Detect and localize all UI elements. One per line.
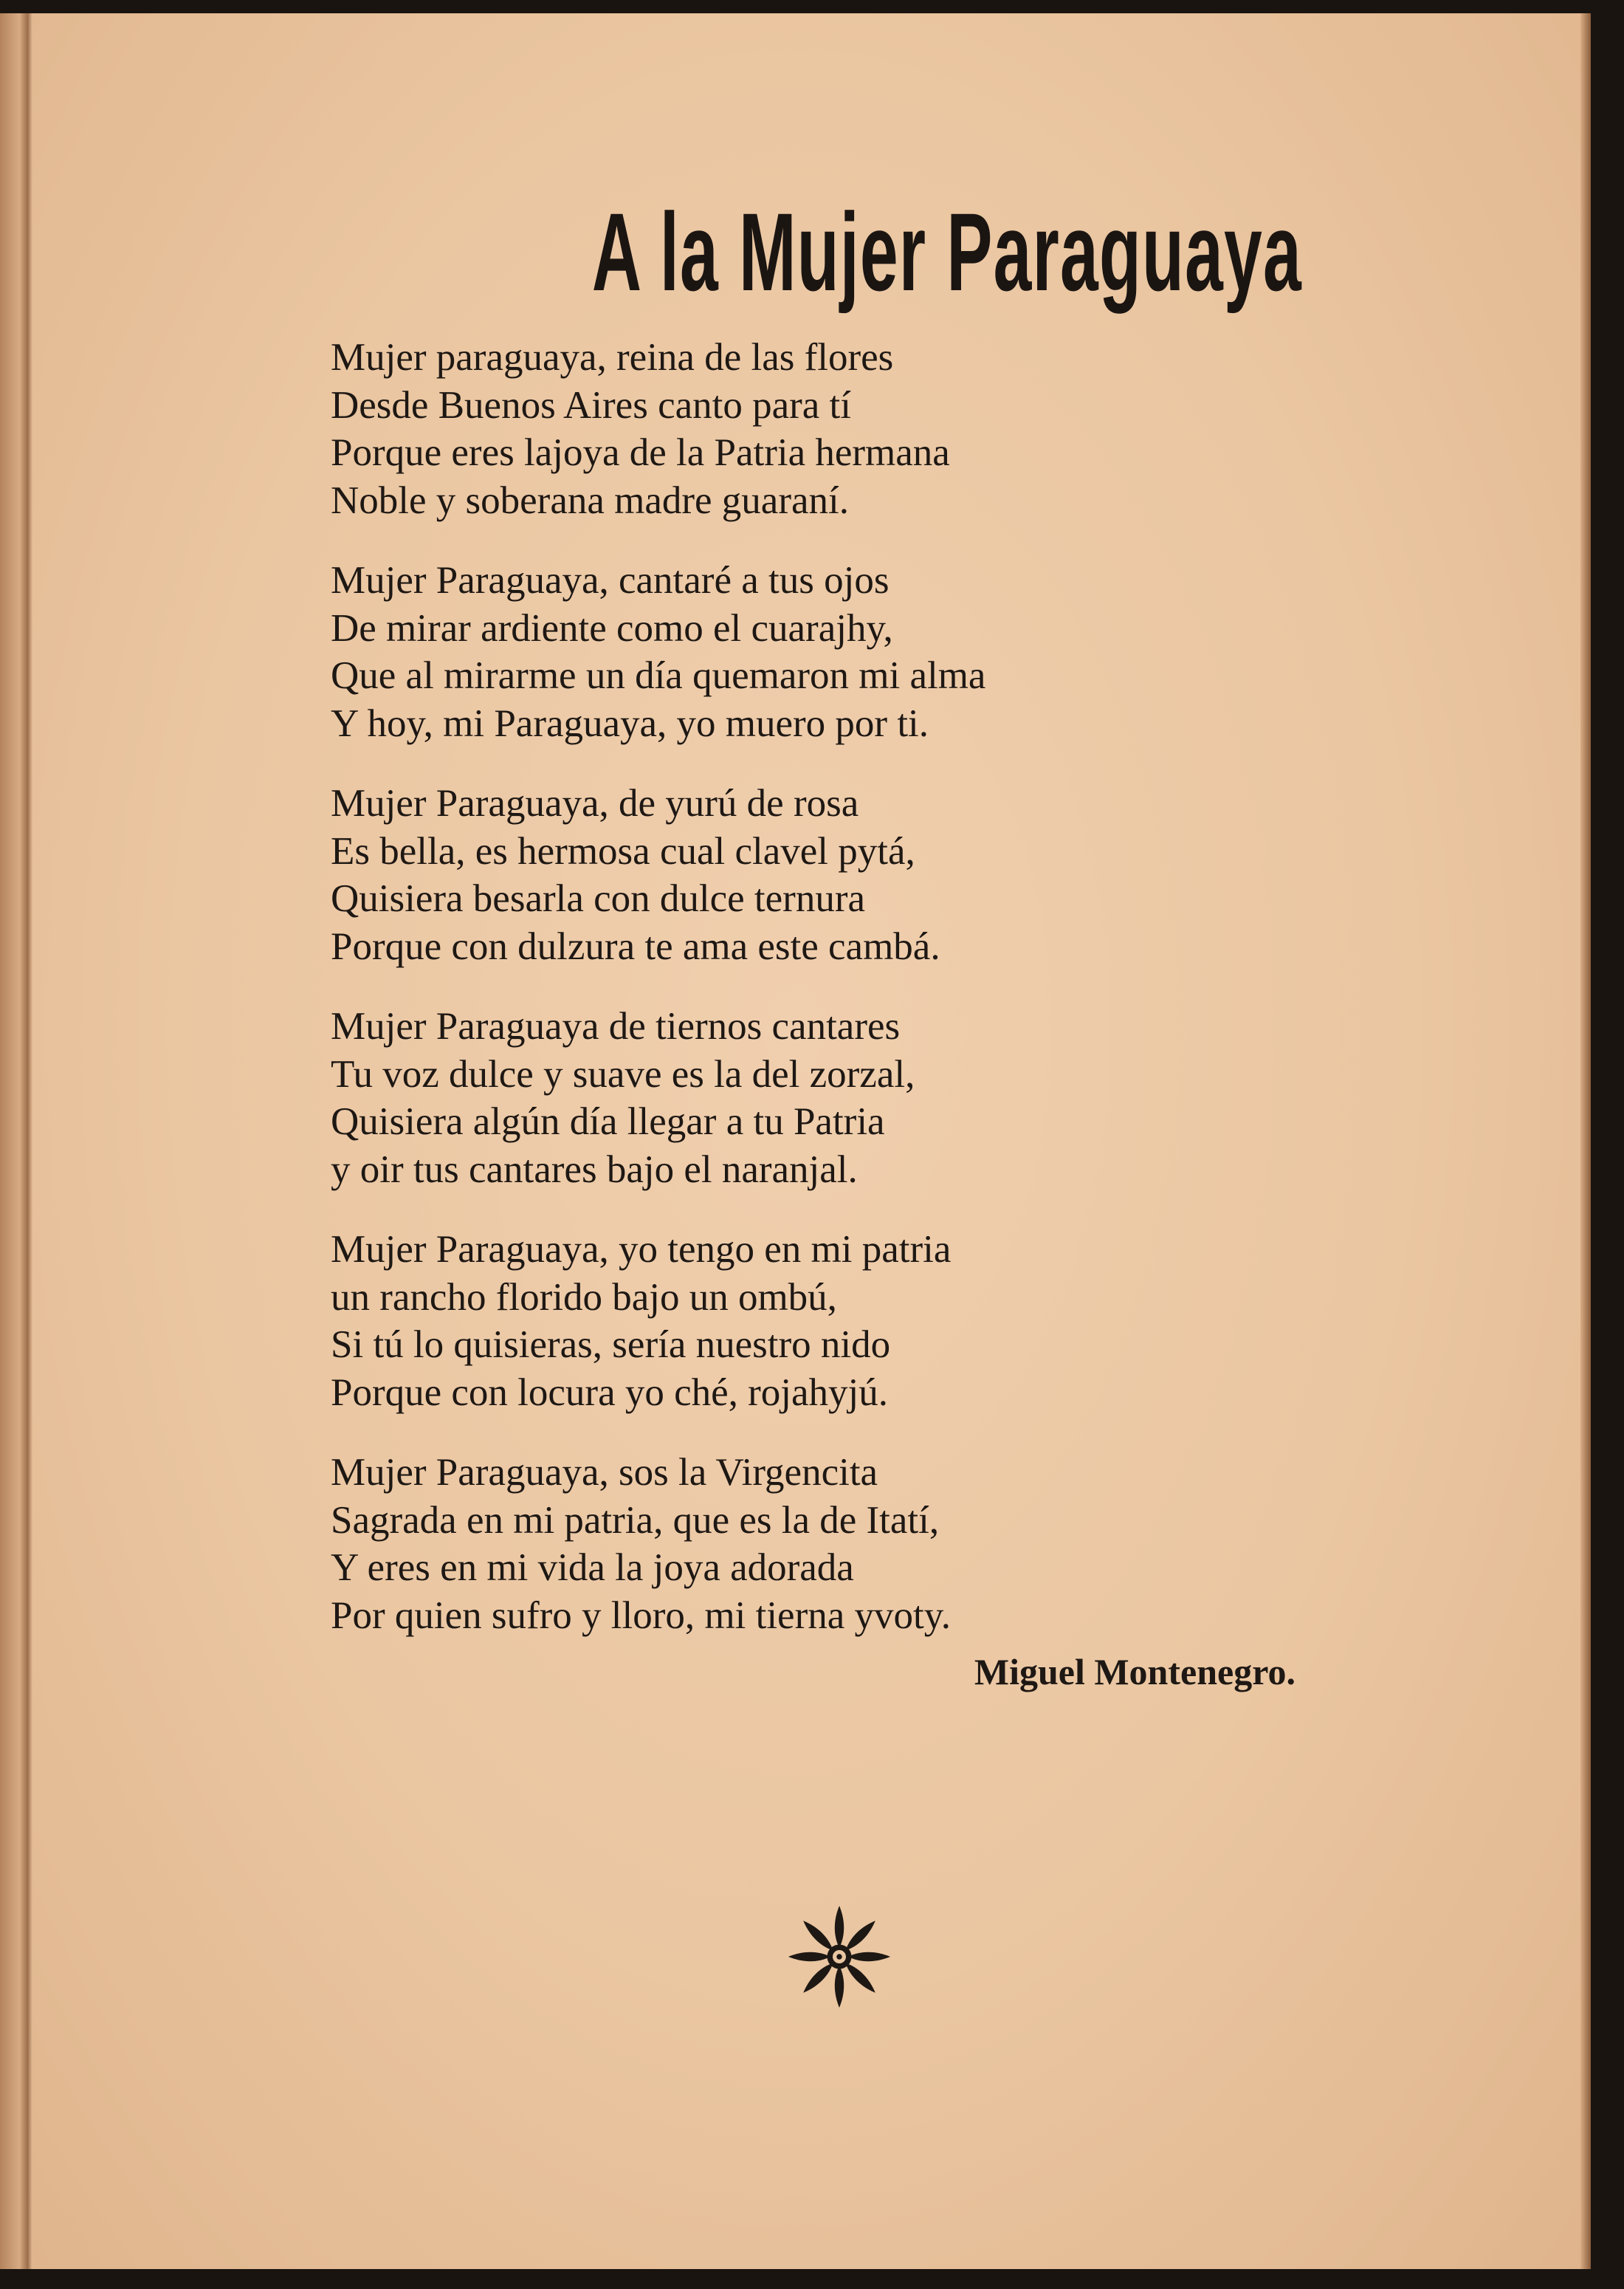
poem-title: A la Mujer Paraguaya	[591, 190, 1302, 314]
poem-line: Noble y soberana madre guaraní.	[331, 478, 849, 522]
stanza	[331, 557, 985, 747]
poem-line: Mujer Paraguaya, yo tengo en mi patria	[331, 1228, 952, 1271]
poem-line: Mujer Paraguaya, sos la Virgencita	[331, 1451, 878, 1494]
poem-line: Por quien sufro y lloro, mi tierna yvoty.	[331, 1593, 952, 1637]
stanza	[331, 334, 985, 524]
book-spine	[0, 13, 32, 2269]
poem-author: Miguel Montenegro.	[974, 1651, 1296, 1692]
poem-body	[331, 334, 985, 1672]
poem-line: Porque con locura yo ché, rojahyjú.	[331, 1370, 889, 1414]
poem-line: un rancho florido bajo un ombú,	[331, 1275, 837, 1319]
stanza	[331, 780, 985, 970]
poem-line: Mujer Paraguaya, cantaré a tus ojos	[331, 559, 890, 602]
poem-line: Sagrada en mi patria, que es la de Itatí,	[331, 1498, 940, 1542]
poem-line: Quisiera algún día llegar a tu Patria	[331, 1100, 885, 1143]
poem-line: Si tú lo quisieras, sería nuestro nido	[331, 1323, 891, 1366]
poem-line: Es bella, es hermosa cual clavel pytá,	[331, 829, 915, 873]
poem-line: Y hoy, mi Paraguaya, yo muero por ti.	[331, 701, 929, 745]
poem-line: y oir tus cantares bajo el naranjal.	[331, 1147, 858, 1191]
stanza	[331, 1226, 985, 1416]
poem-line: Tu voz dulce y suave es la del zorzal,	[331, 1052, 915, 1096]
poem-line: De mirar ardiente como el cuarajhy,	[331, 606, 893, 650]
stanza	[331, 1449, 985, 1639]
poem-line: Que al mirarme un día quemaron mi alma	[331, 654, 986, 697]
poem-line: Mujer paraguaya, reina de las flores	[331, 336, 894, 379]
poem-line: Mujer Paraguaya de tiernos cantares	[331, 1005, 901, 1048]
poem-line: Desde Buenos Aires canto para tí	[331, 383, 851, 427]
stanza	[331, 1003, 985, 1193]
flower-ornament-icon	[784, 1901, 895, 2012]
page-edge	[1580, 13, 1591, 2269]
poem-line: Porque con dulzura te ama este cambá.	[331, 924, 940, 968]
poem-line: Y eres en mi vida la joya adorada	[331, 1546, 854, 1589]
poem-line: Porque eres lajoya de la Patria hermana	[331, 431, 950, 474]
poem-line: Quisiera besarla con dulce ternura	[331, 877, 865, 920]
poem-line: Mujer Paraguaya, de yurú de rosa	[331, 782, 859, 825]
